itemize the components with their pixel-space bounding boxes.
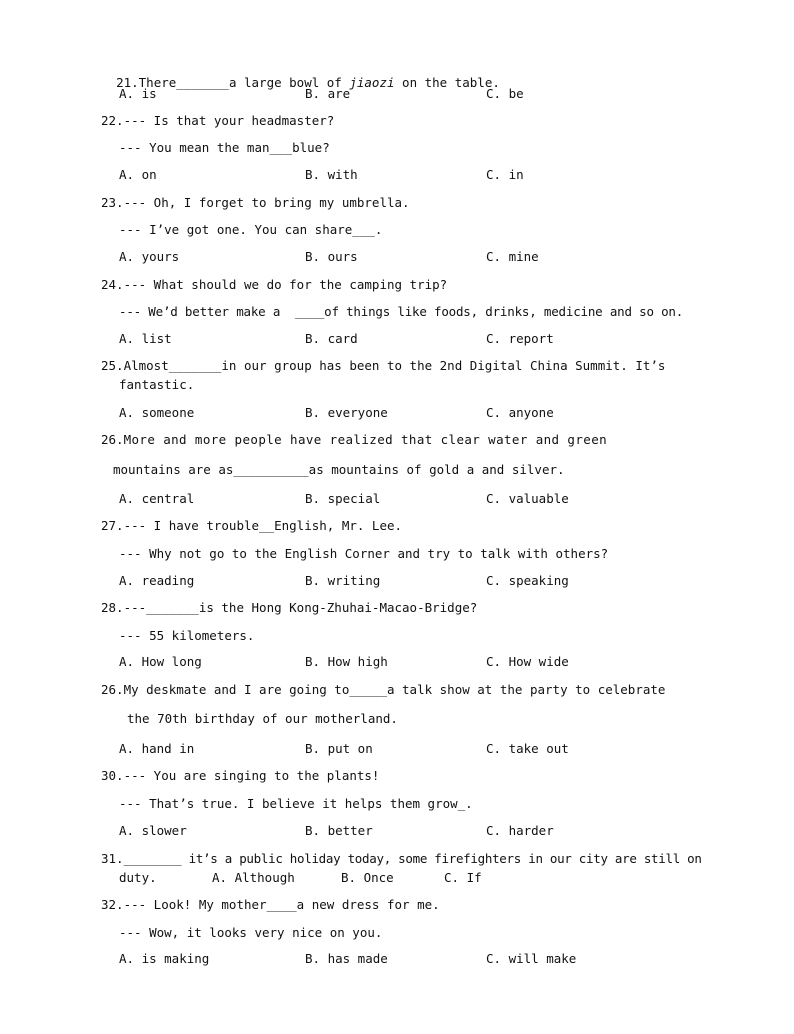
option-b[interactable]: B. are	[305, 86, 351, 101]
option-a[interactable]: A. central	[119, 491, 195, 506]
question-24-line-2: --- We’d better make a ____of things like foods, drinks, medicine and so on.	[119, 304, 684, 319]
option-a[interactable]: A. yours	[119, 249, 180, 264]
question-22-line-2: --- You mean the man___blue?	[119, 140, 330, 155]
option-b[interactable]: B. with	[305, 167, 358, 182]
option-a[interactable]: A. How long	[119, 654, 202, 669]
option-c[interactable]: C. will make	[486, 951, 577, 966]
option-a[interactable]: A. list	[119, 331, 172, 346]
question-25-line-2: fantastic.	[119, 377, 195, 392]
question-26-stem: 26.More and more people have realized that clear water and green	[101, 432, 608, 447]
option-a[interactable]: A. on	[119, 167, 157, 182]
option-b[interactable]: B. everyone	[305, 405, 388, 420]
option-b[interactable]: B. Once	[341, 870, 394, 885]
option-c[interactable]: C. anyone	[486, 405, 554, 420]
question-24-stem: 24.--- What should we do for the camping trip?	[101, 277, 448, 292]
option-c[interactable]: C. in	[486, 167, 524, 182]
option-c[interactable]: C. If	[444, 870, 482, 885]
option-c[interactable]: C. take out	[486, 741, 569, 756]
option-b[interactable]: B. has made	[305, 951, 388, 966]
option-a[interactable]: A. hand in	[119, 741, 195, 756]
question-28-stem: 28.---_______is the Hong Kong-Zhuhai-Macao-Bridge?	[101, 600, 478, 615]
option-b[interactable]: B. ours	[305, 249, 358, 264]
question-27-stem: 27.--- I have trouble__English, Mr. Lee.	[101, 518, 403, 533]
option-a[interactable]: A. someone	[119, 405, 195, 420]
question-30-line-2: --- That’s true. I believe it helps them grow_.	[119, 796, 473, 811]
question-25-stem: 25.Almost_______in our group has been to the 2nd Digital China Summit. It’s	[101, 358, 666, 373]
option-a[interactable]: A. slower	[119, 823, 187, 838]
question-32-line-2: --- Wow, it looks very nice on you.	[119, 925, 383, 940]
option-b[interactable]: B. special	[305, 491, 381, 506]
question-23-stem: 23.--- Oh, I forget to bring my umbrella.	[101, 195, 410, 210]
option-c[interactable]: C. valuable	[486, 491, 569, 506]
option-b[interactable]: B. card	[305, 331, 358, 346]
question-23-line-2: --- I’ve got one. You can share___.	[119, 222, 383, 237]
question-32-stem: 32.--- Look! My mother____a new dress for me.	[101, 897, 440, 912]
option-c[interactable]: C. be	[486, 86, 524, 101]
question-28-line-2: --- 55 kilometers.	[119, 628, 255, 643]
option-a[interactable]: A. is	[119, 86, 157, 101]
option-a[interactable]: A. is making	[119, 951, 210, 966]
option-a[interactable]: A. Although	[212, 870, 295, 885]
option-c[interactable]: C. mine	[486, 249, 539, 264]
option-c[interactable]: C. speaking	[486, 573, 569, 588]
option-b[interactable]: B. better	[305, 823, 373, 838]
option-c[interactable]: C. harder	[486, 823, 554, 838]
question-31-line-2: duty.	[119, 870, 157, 885]
option-b[interactable]: B. put on	[305, 741, 373, 756]
option-a[interactable]: A. reading	[119, 573, 195, 588]
option-b[interactable]: B. How high	[305, 654, 388, 669]
option-b[interactable]: B. writing	[305, 573, 381, 588]
question-22-stem: 22.--- Is that your headmaster?	[101, 113, 335, 128]
question-29-line-2: the 70th birthday of our motherland.	[127, 711, 398, 726]
option-c[interactable]: C. report	[486, 331, 554, 346]
option-c[interactable]: C. How wide	[486, 654, 569, 669]
question-31-stem: 31.________ it’s a public holiday today, some firefighters in our city are still on	[101, 851, 702, 866]
question-21-stem: 21.There_______a large bowl of jiaozi on the table.	[116, 75, 500, 90]
question-26-line-2: mountains are as__________as mountains of gold a and silver.	[113, 462, 565, 477]
question-29-stem: 26.My deskmate and I are going to_____a talk show at the party to celebrate	[101, 682, 666, 697]
question-30-stem: 30.--- You are singing to the plants!	[101, 768, 380, 783]
question-27-line-2: --- Why not go to the English Corner and try to talk with others?	[119, 546, 609, 561]
